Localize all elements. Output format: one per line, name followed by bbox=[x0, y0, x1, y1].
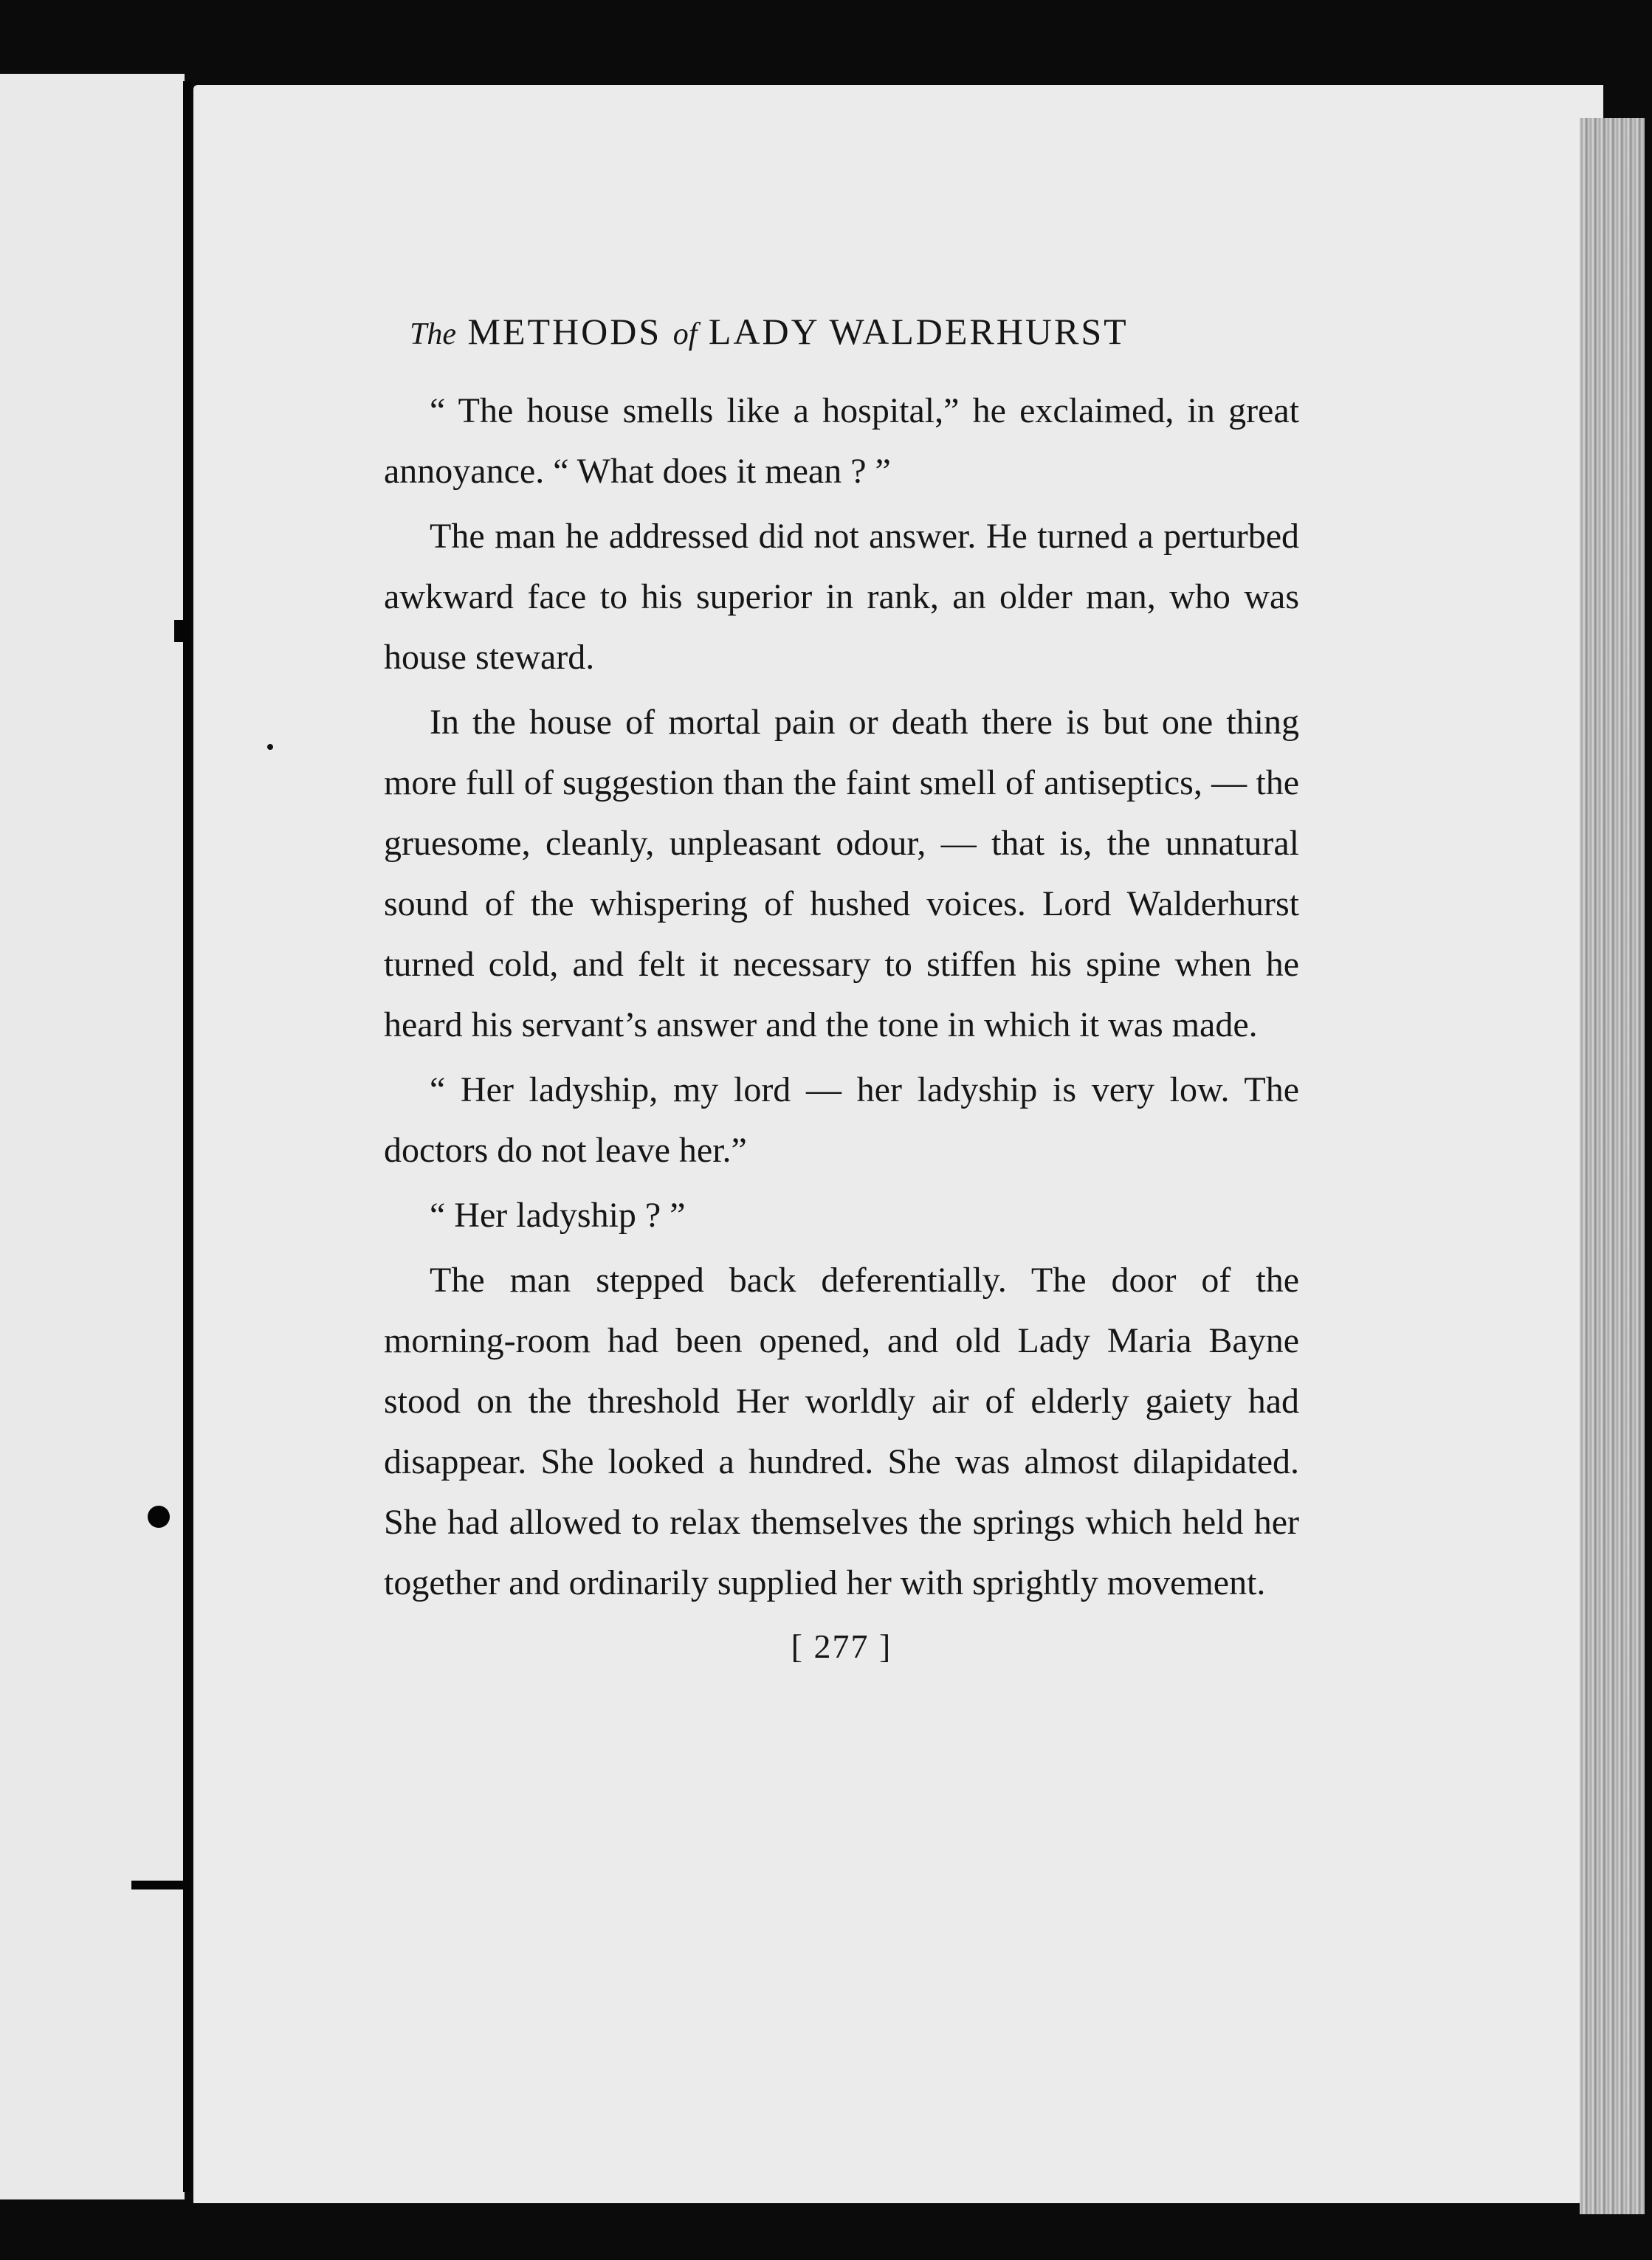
running-head-the: The bbox=[410, 317, 456, 351]
paragraph: The man stepped back deferentially. The door of the morning-room had been opened, and old Lady Maria Bayne stood on the threshold Her worldly air of elderly gaiety had disappear. She looked a hundred. She was almost dilapidated. She had allowed to relax themselves the springs which held her together and ordinarily supplied her with sprightly movement. bbox=[384, 1261, 1299, 1602]
running-head bbox=[410, 310, 1299, 353]
paragraph: In the house of mortal pain or death there is but one thing more full of suggestion than the faint smell of antiseptics, — the gruesome, cleanly, unpleasant odour, — that is, the unnatural sound of the whispering of hushed voices. Lord Walderhurst turned cold, and felt it necessary to stiffen his spine when he heard his servant’s answer and the tone in which it was made. bbox=[384, 703, 1299, 1044]
speck bbox=[267, 744, 273, 750]
spine-mark bbox=[131, 1881, 183, 1889]
spine-mark bbox=[148, 1506, 170, 1528]
paragraph: The man he addressed did not answer. He turned a perturbed awkward face to his superior in rank, an older man, who was house steward. bbox=[384, 517, 1299, 677]
running-head-of: of bbox=[672, 317, 698, 351]
spine-line bbox=[183, 81, 190, 2192]
paragraph: “ Her ladyship, my lord — her ladyship is very low. The doctors do not leave her.” bbox=[384, 1070, 1299, 1170]
page-number: [ 277 ] bbox=[791, 1627, 892, 1665]
page-text bbox=[384, 310, 1299, 1666]
running-head-lady: LADY WALDERHURST bbox=[708, 311, 1129, 352]
page-edge bbox=[1580, 118, 1645, 2214]
running-head-methods: METHODS bbox=[467, 311, 662, 352]
spine-mark bbox=[174, 620, 185, 642]
paragraph: “ The house smells like a hospital,” he exclaimed, in great annoyance. “ What does it mean ? ” bbox=[384, 391, 1299, 491]
paragraph: “ Her ladyship ? ” bbox=[430, 1196, 686, 1235]
